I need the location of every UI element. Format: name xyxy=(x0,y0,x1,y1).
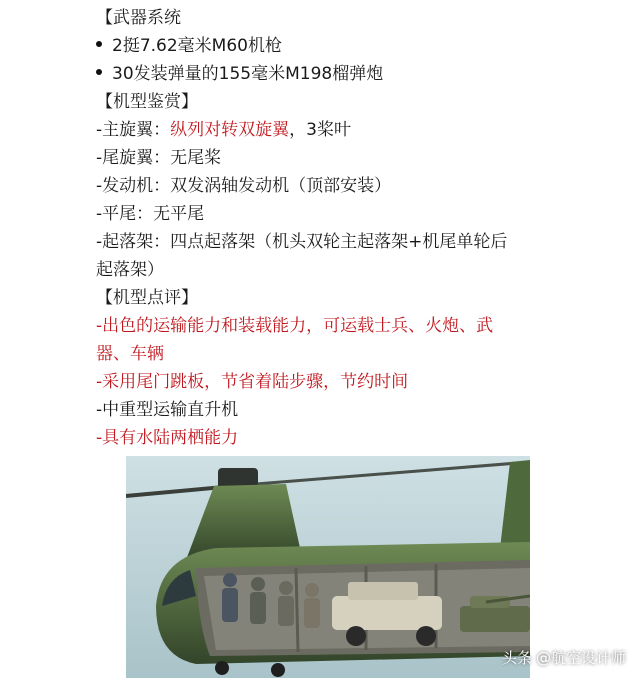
landing-gear-line-1: -起落架：四点起落架（机头双轮主起落架+机尾单轮后 xyxy=(96,232,508,252)
review-item-4: -具有水陆两栖能力 xyxy=(96,428,239,448)
watermark-prefix: 头条 xyxy=(501,649,532,667)
review-item-1-line-1: -出色的运输能力和装载能力，可运载士兵、火炮、武 xyxy=(96,316,494,336)
helicopter-cutaway-image xyxy=(126,456,530,678)
weapon-item-1 xyxy=(96,32,282,60)
main-rotor-label: -主旋翼： xyxy=(96,120,171,140)
weapon-item-text: 30发装弹量的155毫米M198榴弹炮 xyxy=(112,64,384,84)
main-rotor-tail: ，3桨叶 xyxy=(289,120,351,140)
weapons-header: 【武器系统 xyxy=(96,8,181,28)
review-item-3: -中重型运输直升机 xyxy=(96,400,239,420)
review-item-2: -采用尾门跳板，节省着陆步骤，节约时间 xyxy=(96,372,409,392)
bullet-icon xyxy=(96,41,102,47)
weapon-item-text: 2挺7.62毫米M60机枪 xyxy=(112,36,282,56)
tail-rotor-line: -尾旋翼：无尾桨 xyxy=(96,148,222,168)
stabilizer-line: -平尾：无平尾 xyxy=(96,204,205,224)
main-rotor-value: 纵列对转双旋翼 xyxy=(170,120,290,140)
landing-gear-line-2: 起落架） xyxy=(96,260,164,280)
weapon-item-2 xyxy=(96,60,383,88)
main-rotor-line xyxy=(96,116,351,144)
appreciation-header: 【机型鉴赏】 xyxy=(96,92,198,112)
review-header: 【机型点评】 xyxy=(96,288,198,308)
watermark-handle: @航空设计师 xyxy=(535,649,626,667)
review-item-1-line-2: 器、车辆 xyxy=(96,344,164,364)
watermark xyxy=(502,647,626,668)
engine-line: -发动机：双发涡轴发动机（顶部安装） xyxy=(96,176,392,196)
helicopter-illustration xyxy=(126,456,530,678)
bullet-icon xyxy=(96,69,102,75)
